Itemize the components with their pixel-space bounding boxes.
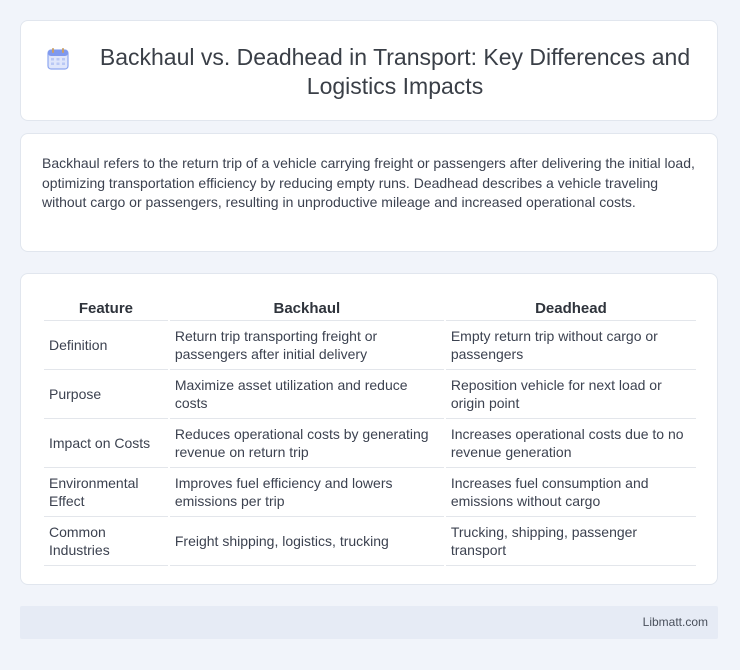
table-header-row bbox=[44, 296, 696, 321]
row-backhaul: Return trip transporting freight or passengers after initial delivery bbox=[170, 321, 444, 370]
row-feature: Environmental Effect bbox=[44, 468, 168, 517]
row-deadhead: Empty return trip without cargo or passengers bbox=[446, 321, 696, 370]
table-row bbox=[44, 370, 696, 419]
row-feature: Common Industries bbox=[44, 517, 168, 566]
row-backhaul: Improves fuel efficiency and lowers emissions per trip bbox=[170, 468, 444, 517]
footer-bar bbox=[20, 606, 718, 639]
row-backhaul: Maximize asset utilization and reduce costs bbox=[170, 370, 444, 419]
table-row bbox=[44, 419, 696, 468]
table-row bbox=[44, 321, 696, 370]
row-backhaul: Freight shipping, logistics, trucking bbox=[170, 517, 444, 566]
header-deadhead: Deadhead bbox=[446, 296, 696, 321]
row-feature: Definition bbox=[44, 321, 168, 370]
intro-paragraph: Backhaul refers to the return trip of a vehicle carrying freight or passengers after delivering the initial load, optimizing transportation efficiency by reducing empty runs. Deadhead describes a vehicle traveling without cargo or passengers, resulting in unproductive mileage and increased operational costs. bbox=[42, 155, 695, 210]
row-backhaul: Reduces operational costs by generating revenue on return trip bbox=[170, 419, 444, 468]
intro-card bbox=[20, 133, 718, 252]
row-feature: Impact on Costs bbox=[44, 419, 168, 468]
row-deadhead: Reposition vehicle for next load or origin point bbox=[446, 370, 696, 419]
table-row bbox=[44, 468, 696, 517]
title-card bbox=[20, 20, 718, 121]
page-title: Backhaul vs. Deadhead in Transport: Key Differences and Logistics Impacts bbox=[99, 44, 691, 99]
table-row bbox=[44, 517, 696, 566]
comparison-card bbox=[20, 273, 718, 585]
header-feature: Feature bbox=[44, 296, 168, 321]
row-deadhead: Trucking, shipping, passenger transport bbox=[446, 517, 696, 566]
footer-site-link[interactable]: Libmatt.com bbox=[642, 615, 708, 629]
header-backhaul: Backhaul bbox=[170, 296, 444, 321]
row-feature: Purpose bbox=[44, 370, 168, 419]
comparison-table bbox=[42, 296, 698, 566]
row-deadhead: Increases operational costs due to no revenue generation bbox=[446, 419, 696, 468]
row-deadhead: Increases fuel consumption and emissions without cargo bbox=[446, 468, 696, 517]
